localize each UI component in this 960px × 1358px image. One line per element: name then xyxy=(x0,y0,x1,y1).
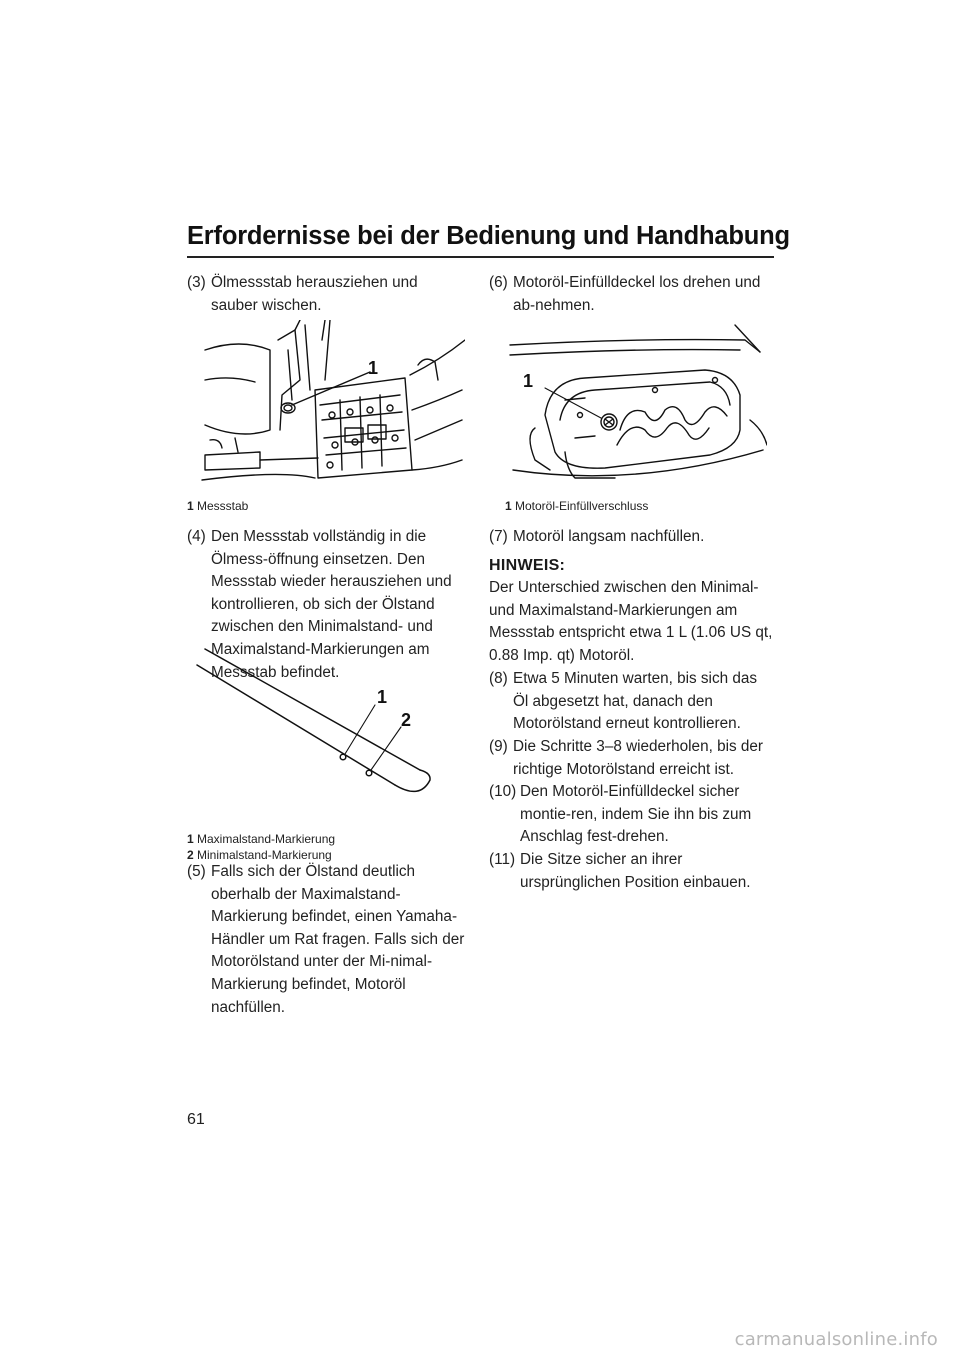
step-11 xyxy=(489,849,774,894)
note-heading: HINWEIS: xyxy=(489,557,566,574)
step-8 xyxy=(489,668,774,736)
figure-caption xyxy=(187,832,335,863)
step-9 xyxy=(489,736,774,781)
figure-caption xyxy=(505,499,648,515)
callout-2: 2 xyxy=(401,710,412,730)
step-number: (9) xyxy=(489,738,508,755)
step-text: Etwa 5 Minuten warten, bis sich das Öl abgesetzt hat, danach den Motorölstand erneut kontrollieren. xyxy=(513,670,758,733)
caption-number: 2 xyxy=(187,847,194,862)
caption-number: 1 xyxy=(505,499,512,513)
step-number: (4) xyxy=(187,528,206,545)
step-number: (5) xyxy=(187,863,206,880)
step-6 xyxy=(489,272,774,317)
note-body: Der Unterschied zwischen den Minimal- und Maximalstand-Markierungen am Messstab entspricht etwa 1 L (1.06 US qt, 0.88 Imp. qt) Motoröl. xyxy=(489,579,773,664)
step-text: Die Sitze sicher an ihrer ursprünglichen Position einbauen. xyxy=(520,851,751,891)
step-text: Falls sich der Ölstand deutlich oberhalb der Maximalstand-Markierung befindet, einen Yamaha-Händler um Rat fragen. Falls sich der Motorölstand unter der Mi-nimal-Markierung befindet, Motoröl nachfüllen. xyxy=(211,863,465,1016)
callout-1: 1 xyxy=(523,371,534,391)
step-5 xyxy=(187,861,465,1019)
step-3 xyxy=(187,272,465,317)
caption-text: Minimalstand-Markierung xyxy=(197,847,332,862)
caption-number: 1 xyxy=(187,499,194,513)
step-number: (8) xyxy=(489,670,508,687)
step-number: (11) xyxy=(489,851,516,868)
step-text: Ölmessstab herausziehen und sauber wischen. xyxy=(211,274,418,314)
caption-line xyxy=(187,832,335,848)
caption-text: Messstab xyxy=(197,499,249,513)
caption-text: Maximalstand-Markierung xyxy=(197,832,336,846)
watermark: carmanualsonline.info xyxy=(734,1329,938,1350)
step-number: (3) xyxy=(187,274,206,291)
step-text: Die Schritte 3–8 wiederholen, bis der richtige Motorölstand erreicht ist. xyxy=(513,738,763,778)
step-text: Den Motoröl-Einfülldeckel sicher montie-ren, indem Sie ihn bis zum Anschlag fest-drehen. xyxy=(520,783,752,846)
page-number: 61 xyxy=(187,1111,205,1128)
dipstick-markings-illustration xyxy=(195,645,440,830)
dipstick-location-illustration xyxy=(200,320,465,495)
step-number: (7) xyxy=(489,528,508,545)
page-title: Erfordernisse bei der Bedienung und Handhabung xyxy=(187,222,790,250)
header-rule xyxy=(187,256,774,258)
callout-1: 1 xyxy=(368,358,379,378)
step-number: (6) xyxy=(489,274,508,291)
step-number: (10) xyxy=(489,783,517,800)
callout-1: 1 xyxy=(377,687,388,707)
step-text: Den Messstab vollständig in die Ölmess-öffnung einsetzen. Den Messstab wieder herausziehen und kontrollieren, ob sich der Ölstand zwischen den Minimalstand- und Maximalstand-Markierungen am Messstab befindet. xyxy=(211,528,452,681)
caption-text: Motoröl-Einfüllverschluss xyxy=(515,499,649,513)
step-10 xyxy=(489,781,774,849)
step-text: Motoröl langsam nachfüllen. xyxy=(513,528,705,545)
step-text: Motoröl-Einfülldeckel los drehen und ab-nehmen. xyxy=(513,274,761,314)
caption-number: 1 xyxy=(187,832,194,846)
step-7 xyxy=(489,526,774,549)
figure-caption xyxy=(187,499,248,515)
oil-filler-cap-illustration xyxy=(505,320,767,495)
